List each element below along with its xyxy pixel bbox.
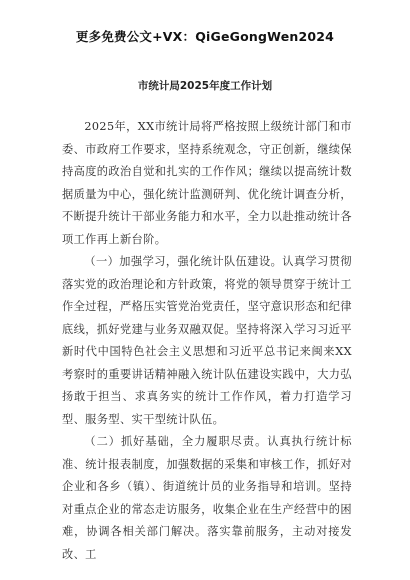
paragraph-section-1: （一）加强学习，强化统计队伍建设。认真学习贯彻落实党的政治理论和方针政策，将党的领导贯穿于统计工作全过程，严格压实管党治党责任，坚守意识形态和纪律底线，抓好党建与业务双融双促。坚持将深入学习习近平新时代中国特色社会主义思想和习近平总书记来闽来XX考察时的重要讲话精神融入统计队伍建设实践中，大力弘扬敢于担当、求真务实的统计工作作风，着力打造学习型、服务型、实干型统计队伍。 <box>62 255 352 426</box>
header-watermark: 更多免费公文+VX：QiGeGongWen2024 <box>75 29 335 44</box>
paragraph-section-2: （二）抓好基础，全力履职尽责。认真执行统计标准、统计报表制度，加强数据的采集和审核工作，抓好对企业和各乡（镇）、街道统计员的业务指导和培训。坚持对重点企业的常态走访服务，收集企业在生产经营中的困难，协调各相关部门解决。落实靠前服务，主动对接发改、工 <box>62 435 352 561</box>
paragraph-intro: 2025年，XX市统计局将严格按照上级统计部门和市委、市政府工作要求，坚持系统观念，守正创新，继续保持高度的政治自觉和扎实的工作作风；继续以提高统计数据质量为中心，强化统计监测研判、优化统计调查分析，不断提升统计干部业务能力和水平，全力以赴推动统计各项工作再上新台阶。 <box>62 120 352 246</box>
document-body <box>62 116 352 566</box>
document-title: 市统计局2025年度工作计划 <box>137 80 273 92</box>
